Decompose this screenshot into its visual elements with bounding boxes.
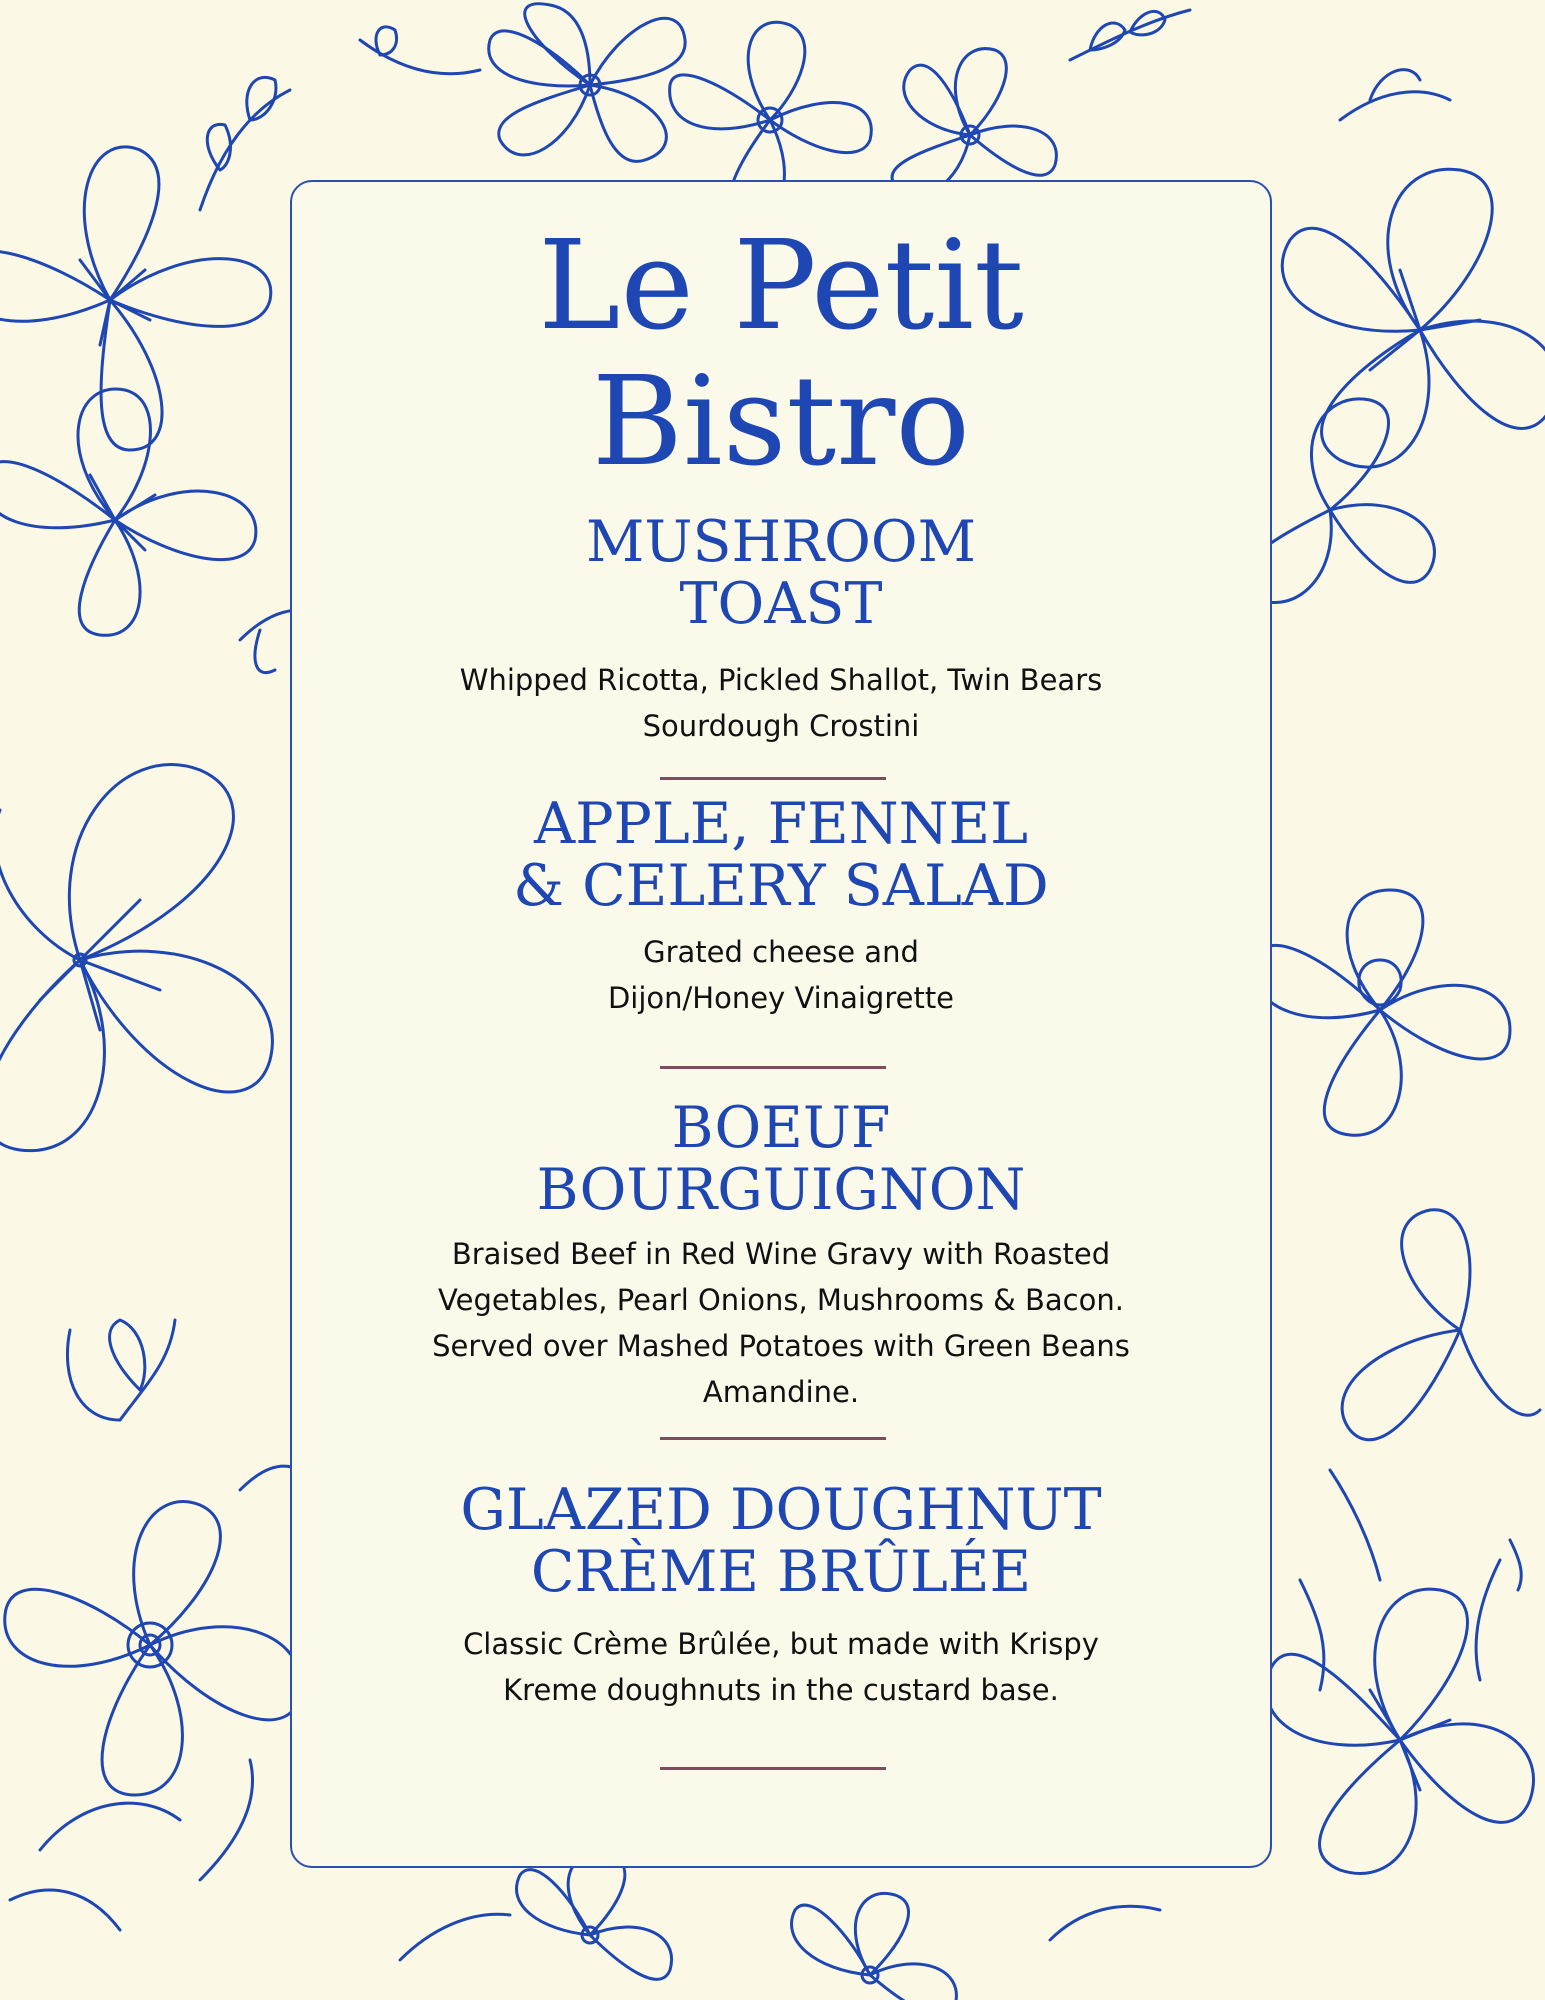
menu-item-2-description-line-2: Dijon/Honey Vinaigrette xyxy=(607,981,955,1015)
menu-item-3-description-line-4: Amandine. xyxy=(702,1375,860,1409)
menu-item-4-description-line-2: Kreme doughnuts in the custard base. xyxy=(503,1673,1059,1707)
menu-item-2-description-line-1: Grated cheese and xyxy=(643,935,919,969)
menu-item-1-description-line-1: Whipped Ricotta, Pickled Shallot, Twin Bears xyxy=(459,663,1103,697)
restaurant-name-line-2: Bistro xyxy=(591,350,971,494)
menu-item-2-name-line-1: APPLE, FENNEL xyxy=(534,791,1028,857)
menu-item-4-name-line-2: CRÈME BRÛLÉE xyxy=(530,1539,1032,1605)
menu-item-3-name-line-1: BOEUF xyxy=(671,1095,891,1161)
menu-item-1-name-line-1: MUSHROOM xyxy=(586,509,976,575)
divider xyxy=(660,777,886,780)
menu-item-4-description-line-1: Classic Crème Brûlée, but made with Krispy xyxy=(463,1627,1099,1661)
divider xyxy=(660,1437,886,1440)
menu-item-4-name-line-1: GLAZED DOUGHNUT xyxy=(460,1477,1102,1543)
divider xyxy=(660,1767,886,1770)
menu-item-3-description-line-1: Braised Beef in Red Wine Gravy with Roasted xyxy=(451,1237,1111,1271)
menu-item-1-description-line-2: Sourdough Crostini xyxy=(642,709,920,743)
restaurant-name-line-1: Le Petit xyxy=(538,214,1024,358)
menu-item-3-description-line-3: Served over Mashed Potatoes with Green Beans xyxy=(432,1329,1130,1363)
menu-item-2-name-line-2: & CELERY SALAD xyxy=(513,853,1049,919)
menu-card xyxy=(290,180,1272,1868)
divider xyxy=(660,1066,886,1069)
menu-item-1-name-line-2: TOAST xyxy=(679,571,883,637)
menu-item-3-name-line-2: BOURGUIGNON xyxy=(536,1157,1026,1223)
menu-item-3-description-line-2: Vegetables, Pearl Onions, Mushrooms & Bacon. xyxy=(438,1283,1124,1317)
